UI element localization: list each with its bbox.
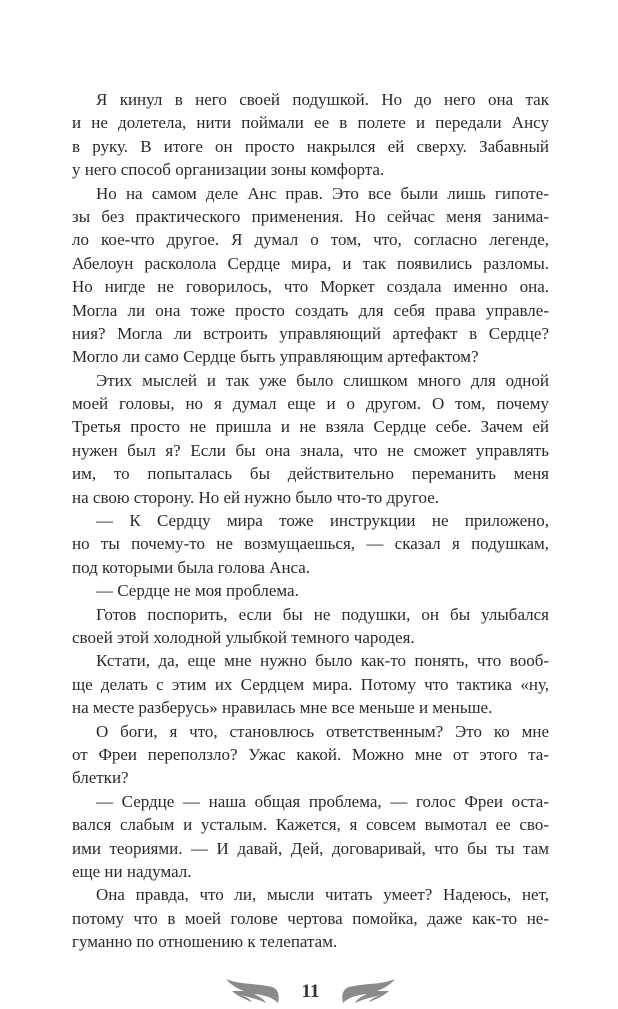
- text-line: — Сердце — наша общая проблема, — голос Фреи оста-: [96, 791, 549, 811]
- text-line: блетки?: [72, 768, 129, 788]
- right-wing-icon: [341, 977, 395, 1007]
- text-line: Она правда, что ли, мысли читать умеет? Надеюсь, нет,: [96, 885, 549, 905]
- text-line: ло кое-что другое. Я думал о том, что, согласно легенде,: [72, 230, 549, 250]
- text-line: Могло ли само Сердце быть управляющим артефактом?: [72, 347, 479, 367]
- text-line: еще ни надумал.: [72, 861, 192, 881]
- text-line: под которыми была голова Анса.: [72, 557, 311, 577]
- text-line: О боги, я что, становлюсь ответственным? Это ко мне: [96, 721, 549, 741]
- text-line: Этих мыслей и так уже было слишком много для одной: [96, 370, 549, 390]
- text-line: — Сердце не моя проблема.: [96, 581, 299, 601]
- paragraph: [72, 603, 549, 650]
- text-line: от Фреи переползло? Ужас какой. Можно мне от этого та-: [72, 744, 549, 764]
- text-line: Кстати, да, еще мне нужно было как-то понять, что вооб-: [96, 651, 549, 671]
- paragraph: [72, 182, 549, 369]
- text-line: и не долетела, нити поймали ее в полете и передали Ансу: [72, 113, 549, 133]
- text-line: — К Сердцу мира тоже инструкции не приложено,: [96, 511, 549, 531]
- text-line: ими теориями. — И давай, Дей, договаривай, что бы ты там: [72, 838, 549, 858]
- text-line: но ты почему-то не возмущаешься, — сказал я подушкам,: [72, 534, 549, 554]
- text-line: зы без практического применения. Но сейчас меня занима-: [72, 206, 549, 226]
- paragraph: [72, 579, 549, 602]
- text-line: у него способ организации зоны комфорта.: [72, 160, 385, 180]
- text-line: на месте разберусь» нравилась мне все меньше и меньше.: [72, 698, 493, 718]
- text-line: ния? Могла ли встроить управляющий артефакт в Сердце?: [72, 323, 549, 343]
- paragraph: [72, 509, 549, 579]
- text-line: гуманно по отношению к телепатам.: [72, 932, 338, 952]
- text-line: Я кинул в него своей подушкой. Но до него она так: [96, 90, 549, 109]
- page-body: [72, 88, 549, 1009]
- text-line: потому что в моей голове чертова помойка, даже как-то не-: [72, 908, 549, 928]
- paragraph: [72, 720, 549, 790]
- text-line: Третья просто не пришла и не взяла Сердце себе. Зачем ей: [72, 417, 549, 437]
- body-text: [72, 88, 549, 953]
- page-footer: [72, 975, 549, 1009]
- text-line: вался слабым и усталым. Кажется, я совсем вымотал ее сво-: [72, 815, 549, 835]
- paragraph: [72, 883, 549, 953]
- paragraph: [72, 369, 549, 509]
- text-line: им, то попыталась бы действительно переманить меня: [72, 464, 549, 484]
- text-line: в руку. В итоге он просто накрылся ей сверху. Забавный: [72, 136, 549, 156]
- paragraph: [72, 649, 549, 719]
- text-line: ще делать с этим их Сердцем мира. Потому что тактика «ну,: [72, 674, 549, 694]
- text-line: Но на самом деле Анс прав. Это все были лишь гипоте-: [96, 183, 549, 203]
- text-line: своей этой холодной улыбкой темного чародея.: [72, 627, 415, 647]
- text-line: Абелоун расколола Сердце мира, и так появились разломы.: [72, 253, 549, 273]
- text-line: Могла ли она тоже просто создать для себя права управле-: [72, 300, 549, 320]
- left-wing-icon: [226, 977, 280, 1007]
- text-line: моей головы, но я думал еще и о другом. О том, почему: [72, 394, 549, 414]
- page-number: 11: [301, 981, 320, 1003]
- text-line: Но нигде не говорилось, что Моркет создала именно она.: [72, 277, 549, 297]
- paragraph: [72, 88, 549, 182]
- text-line: на свою сторону. Но ей нужно было что-то другое.: [72, 487, 439, 507]
- text-line: нужен был я? Если бы она знала, что не сможет управлять: [72, 440, 549, 460]
- text-line: Готов поспорить, если бы не подушки, он бы улыбался: [96, 604, 549, 624]
- paragraph: [72, 790, 549, 884]
